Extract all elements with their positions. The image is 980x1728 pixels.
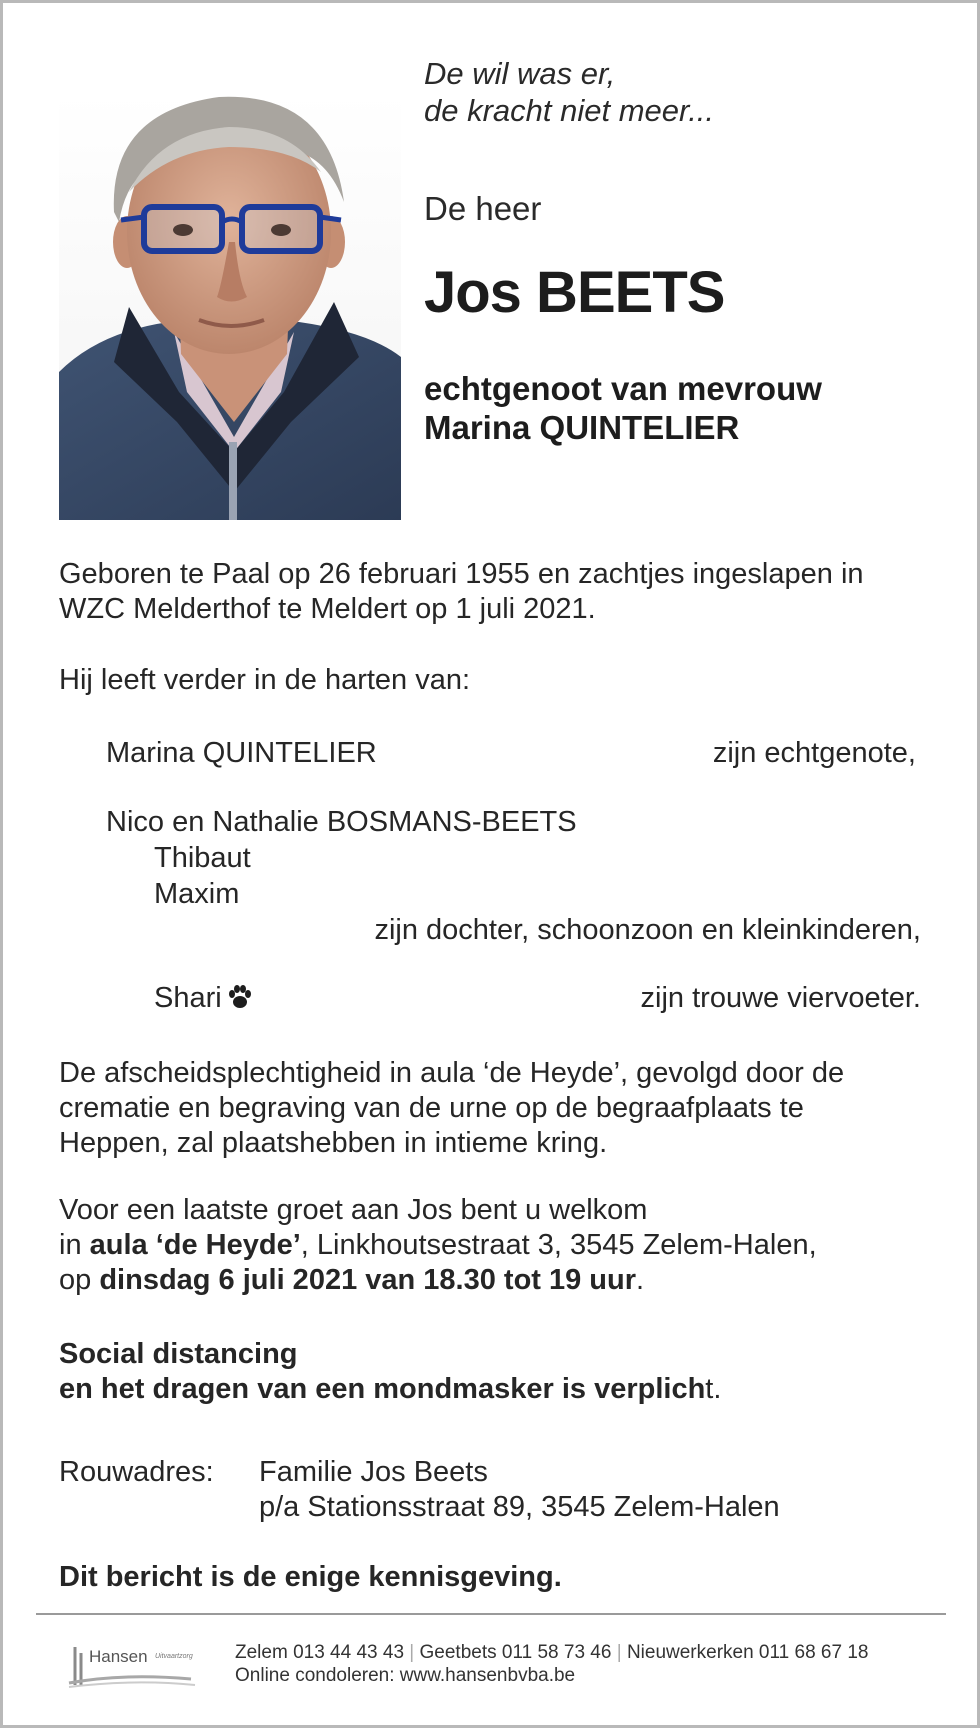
survivor-name: Nico en Nathalie BOSMANS-BEETS — [106, 806, 577, 838]
birth-line-1: Geboren te Paal op 26 februari 1955 en zachtjes ingeslapen in — [59, 558, 864, 590]
pet-entry — [154, 981, 254, 1020]
ceremony-line-1: De afscheidsplechtigheid in aula ‘de Heyde’, gevolgd door de — [59, 1057, 845, 1089]
visit-text: in — [59, 1229, 90, 1261]
survivor-role: zijn trouwe viervoeter. — [640, 982, 921, 1014]
funeral-home-contacts — [235, 1641, 868, 1687]
address-line-2: p/a Stationsstraat 89, 3545 Zelem-Halen — [259, 1491, 780, 1523]
online-condolences: Online condoleren: www.hansenbvba.be — [235, 1665, 576, 1686]
funeral-home-logo — [63, 1639, 203, 1695]
phone-zelem: Zelem 013 44 43 43 — [235, 1642, 405, 1663]
visit-text: . — [636, 1264, 645, 1296]
pet-name: Shari — [154, 982, 222, 1014]
mourning-address — [259, 1455, 780, 1525]
logo-name: Hansen — [89, 1647, 148, 1666]
address-label: Rouwadres: — [59, 1456, 214, 1488]
death-notice-card — [3, 3, 977, 1725]
logo-subtitle: Uitvaartzorg — [155, 1653, 193, 1660]
visit-line-1: Voor een laatste groet aan Jos bent u welkom — [59, 1194, 648, 1226]
survivor-role: zijn dochter, schoonzoon en kleinkinderen, — [374, 914, 921, 946]
visit-datetime: dinsdag 6 juli 2021 van 18.30 tot 19 uur — [99, 1264, 637, 1296]
visit-location: aula ‘de Heyde’ — [89, 1229, 301, 1261]
ceremony-line-3: Heppen, zal plaatshebben in intieme kring. — [59, 1127, 608, 1159]
portrait-photo — [59, 92, 401, 520]
covid-text: en het dragen van een mondmasker is verplich — [59, 1373, 706, 1405]
spouse-line-2: Marina QUINTELIER — [424, 409, 740, 446]
visit-address: , Linkhoutsestraat 3, 3545 Zelem-Halen, — [300, 1229, 817, 1261]
spouse-line-1: echtgenoot van mevrouw — [424, 370, 822, 407]
survivors-intro: Hij leeft verder in de harten van: — [59, 664, 471, 696]
visitation-paragraph — [59, 1193, 817, 1298]
footer-divider — [36, 1613, 946, 1615]
grandchild-name: Maxim — [154, 878, 240, 910]
epigraph-line-1: De wil was er, — [424, 56, 616, 91]
covid-line-1: Social distancing — [59, 1338, 298, 1370]
deceased-name: Jos BEETS — [424, 260, 725, 325]
only-notice: Dit bericht is de enige kennisgeving. — [59, 1561, 562, 1593]
survivor-name: Marina QUINTELIER — [106, 737, 377, 769]
survivor-role: zijn echtgenote, — [712, 737, 916, 769]
covid-notice — [59, 1337, 721, 1407]
phone-nieuwerkerken: Nieuwerkerken 011 68 67 18 — [626, 1642, 869, 1663]
address-line-1: Familie Jos Beets — [259, 1456, 488, 1488]
separator: | — [616, 1642, 622, 1663]
visit-text: op — [59, 1264, 100, 1296]
ceremony-line-2: crematie en begraving van de urne op de begraafplaats te — [59, 1092, 804, 1124]
paw-icon — [226, 983, 254, 1020]
visit-line-3 — [59, 1263, 817, 1298]
separator: | — [409, 1642, 415, 1663]
birth-line-2: WZC Melderthof te Meldert op 1 juli 2021. — [59, 593, 596, 625]
epigraph — [424, 55, 714, 129]
visit-line-2 — [59, 1228, 817, 1263]
phone-geetbets: Geetbets 011 58 73 46 — [419, 1642, 612, 1663]
honorific: De heer — [424, 190, 542, 227]
spouse-info — [424, 369, 822, 447]
ceremony-paragraph — [59, 1056, 844, 1161]
covid-text-end: t. — [705, 1373, 722, 1405]
birth-death-paragraph — [59, 557, 864, 627]
epigraph-line-2: de kracht niet meer... — [424, 93, 715, 128]
grandchild-name: Thibaut — [154, 842, 251, 874]
covid-line-2 — [59, 1372, 721, 1407]
phone-numbers — [235, 1641, 868, 1664]
